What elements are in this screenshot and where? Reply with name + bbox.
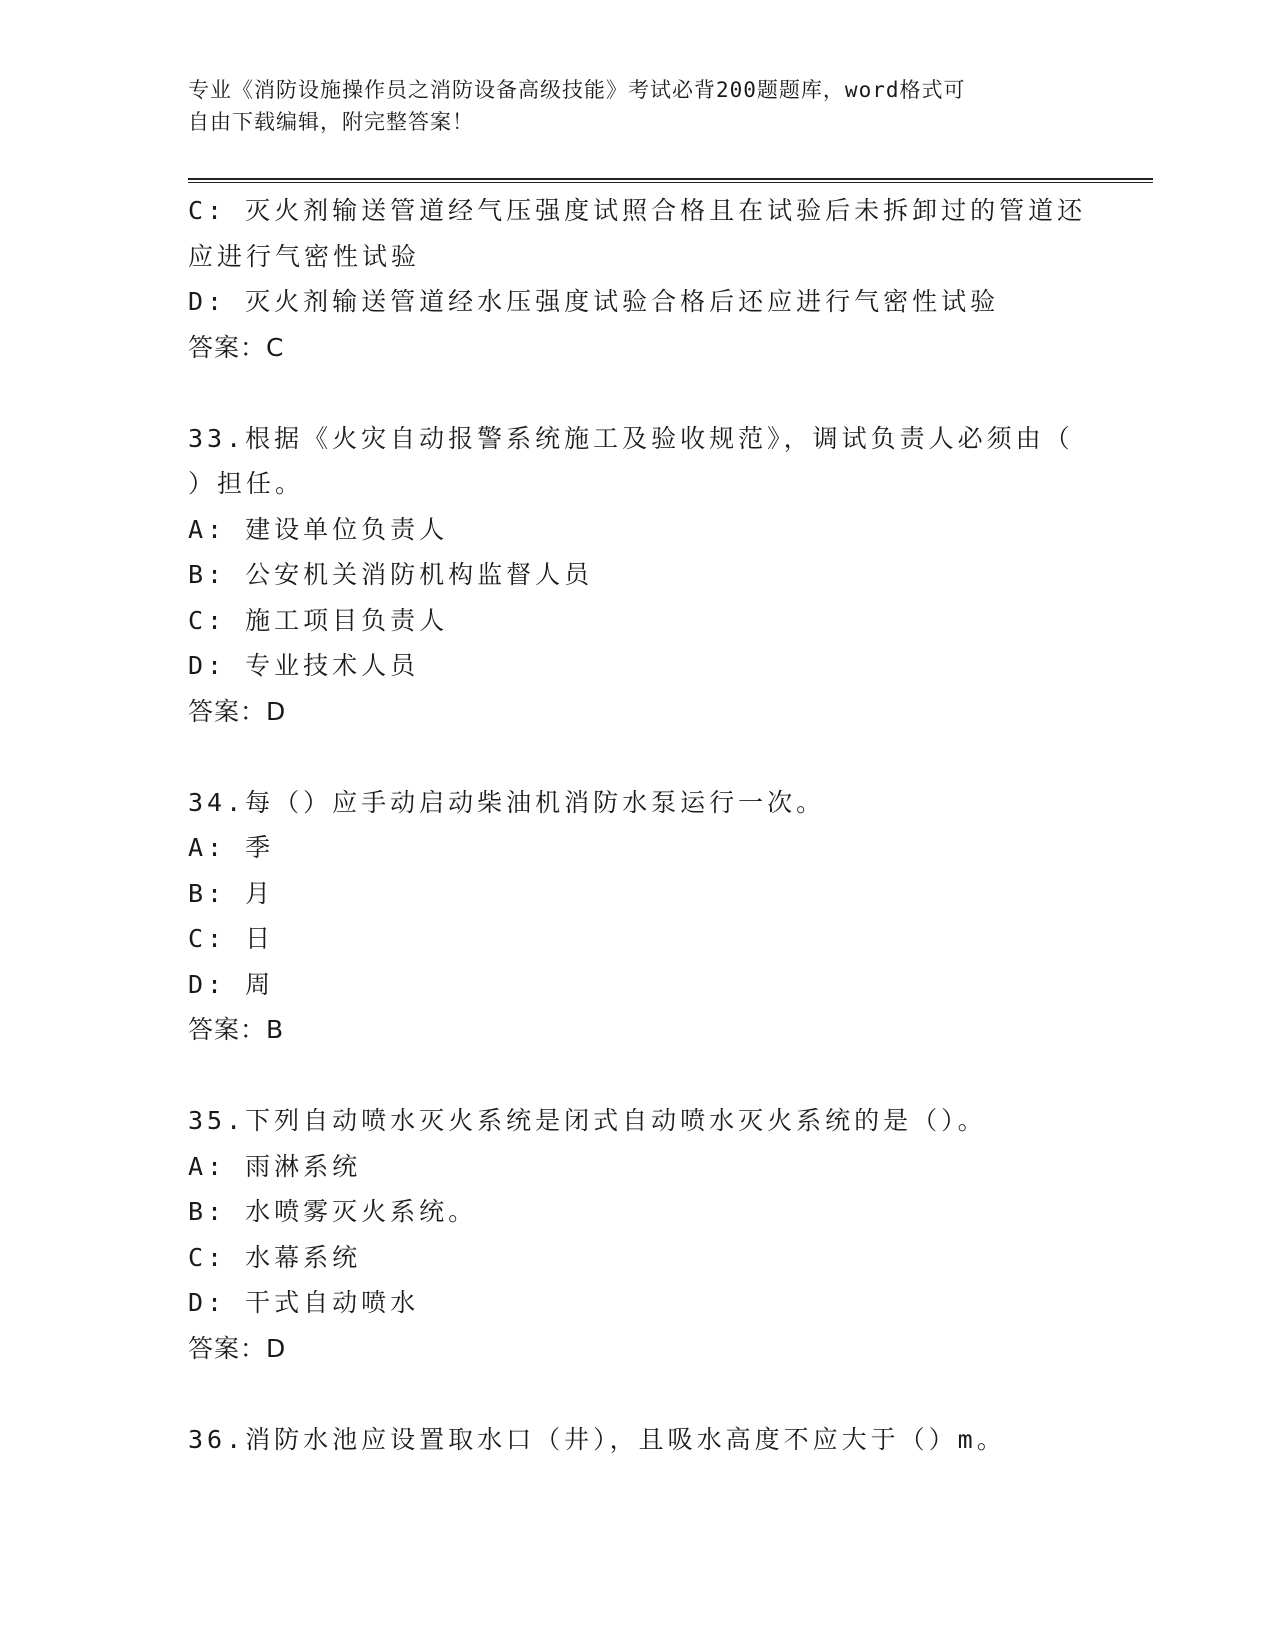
question-stem-continued: ）担任。 xyxy=(188,469,305,498)
question-list xyxy=(188,188,1088,1462)
spacer xyxy=(188,370,1088,416)
question-36 xyxy=(188,1417,1088,1463)
spacer xyxy=(188,1053,1088,1099)
option-b: B: 水喷雾灭火系统。 xyxy=(188,1197,478,1226)
option-b: B: 公安机关消防机构监督人员 xyxy=(188,560,594,589)
question-33 xyxy=(188,416,1088,735)
spacer xyxy=(188,1371,1088,1417)
answer: 答案：B xyxy=(188,1015,285,1044)
header-divider-thin xyxy=(188,182,1153,183)
question-35 xyxy=(188,1098,1088,1371)
header-line-2: 自由下载编辑，附完整答案！ xyxy=(188,110,474,134)
option-c: C: 灭火剂输送管道经气压强度试照合格且在试验后未拆卸过的管道还 xyxy=(188,196,1087,225)
answer: 答案：C xyxy=(188,332,285,362)
question-34 xyxy=(188,780,1088,1053)
option-c: C: 日 xyxy=(188,924,275,953)
question-32-tail xyxy=(188,188,1088,370)
answer: 答案：D xyxy=(188,696,287,726)
question-stem: 34.每（）应手动启动柴油机消防水泵运行一次。 xyxy=(188,787,826,817)
question-stem: 35.下列自动喷水灭火系统是闭式自动喷水灭火系统的是（）。 xyxy=(188,1106,987,1135)
option-d: D: 周 xyxy=(188,969,275,999)
spacer xyxy=(188,734,1088,780)
header-line-1: 专业《消防设施操作员之消防设备高级技能》考试必背200题题库，word格式可 xyxy=(188,78,966,102)
question-stem: 36.消防水池应设置取水口（井），且吸水高度不应大于（）m。 xyxy=(188,1424,1006,1454)
option-a: A: 建设单位负责人 xyxy=(188,514,449,544)
option-d: D: 专业技术人员 xyxy=(188,651,420,680)
option-d: D: 灭火剂输送管道经水压强度试验合格后还应进行气密性试验 xyxy=(188,287,1000,316)
option-a: A: 季 xyxy=(188,833,275,862)
option-c-continued: 应进行气密性试验 xyxy=(188,241,421,271)
option-a: A: 雨淋系统 xyxy=(188,1151,362,1181)
option-b: B: 月 xyxy=(188,878,275,908)
header-divider-thick xyxy=(188,178,1153,180)
option-c: C: 水幕系统 xyxy=(188,1242,362,1272)
document-header xyxy=(188,74,1068,138)
option-d: D: 干式自动喷水 xyxy=(188,1288,420,1317)
question-stem: 33.根据《火灾自动报警系统施工及验收规范》，调试负责人必须由（ xyxy=(188,423,1074,453)
option-c: C: 施工项目负责人 xyxy=(188,605,449,635)
answer: 答案：D xyxy=(188,1333,287,1363)
